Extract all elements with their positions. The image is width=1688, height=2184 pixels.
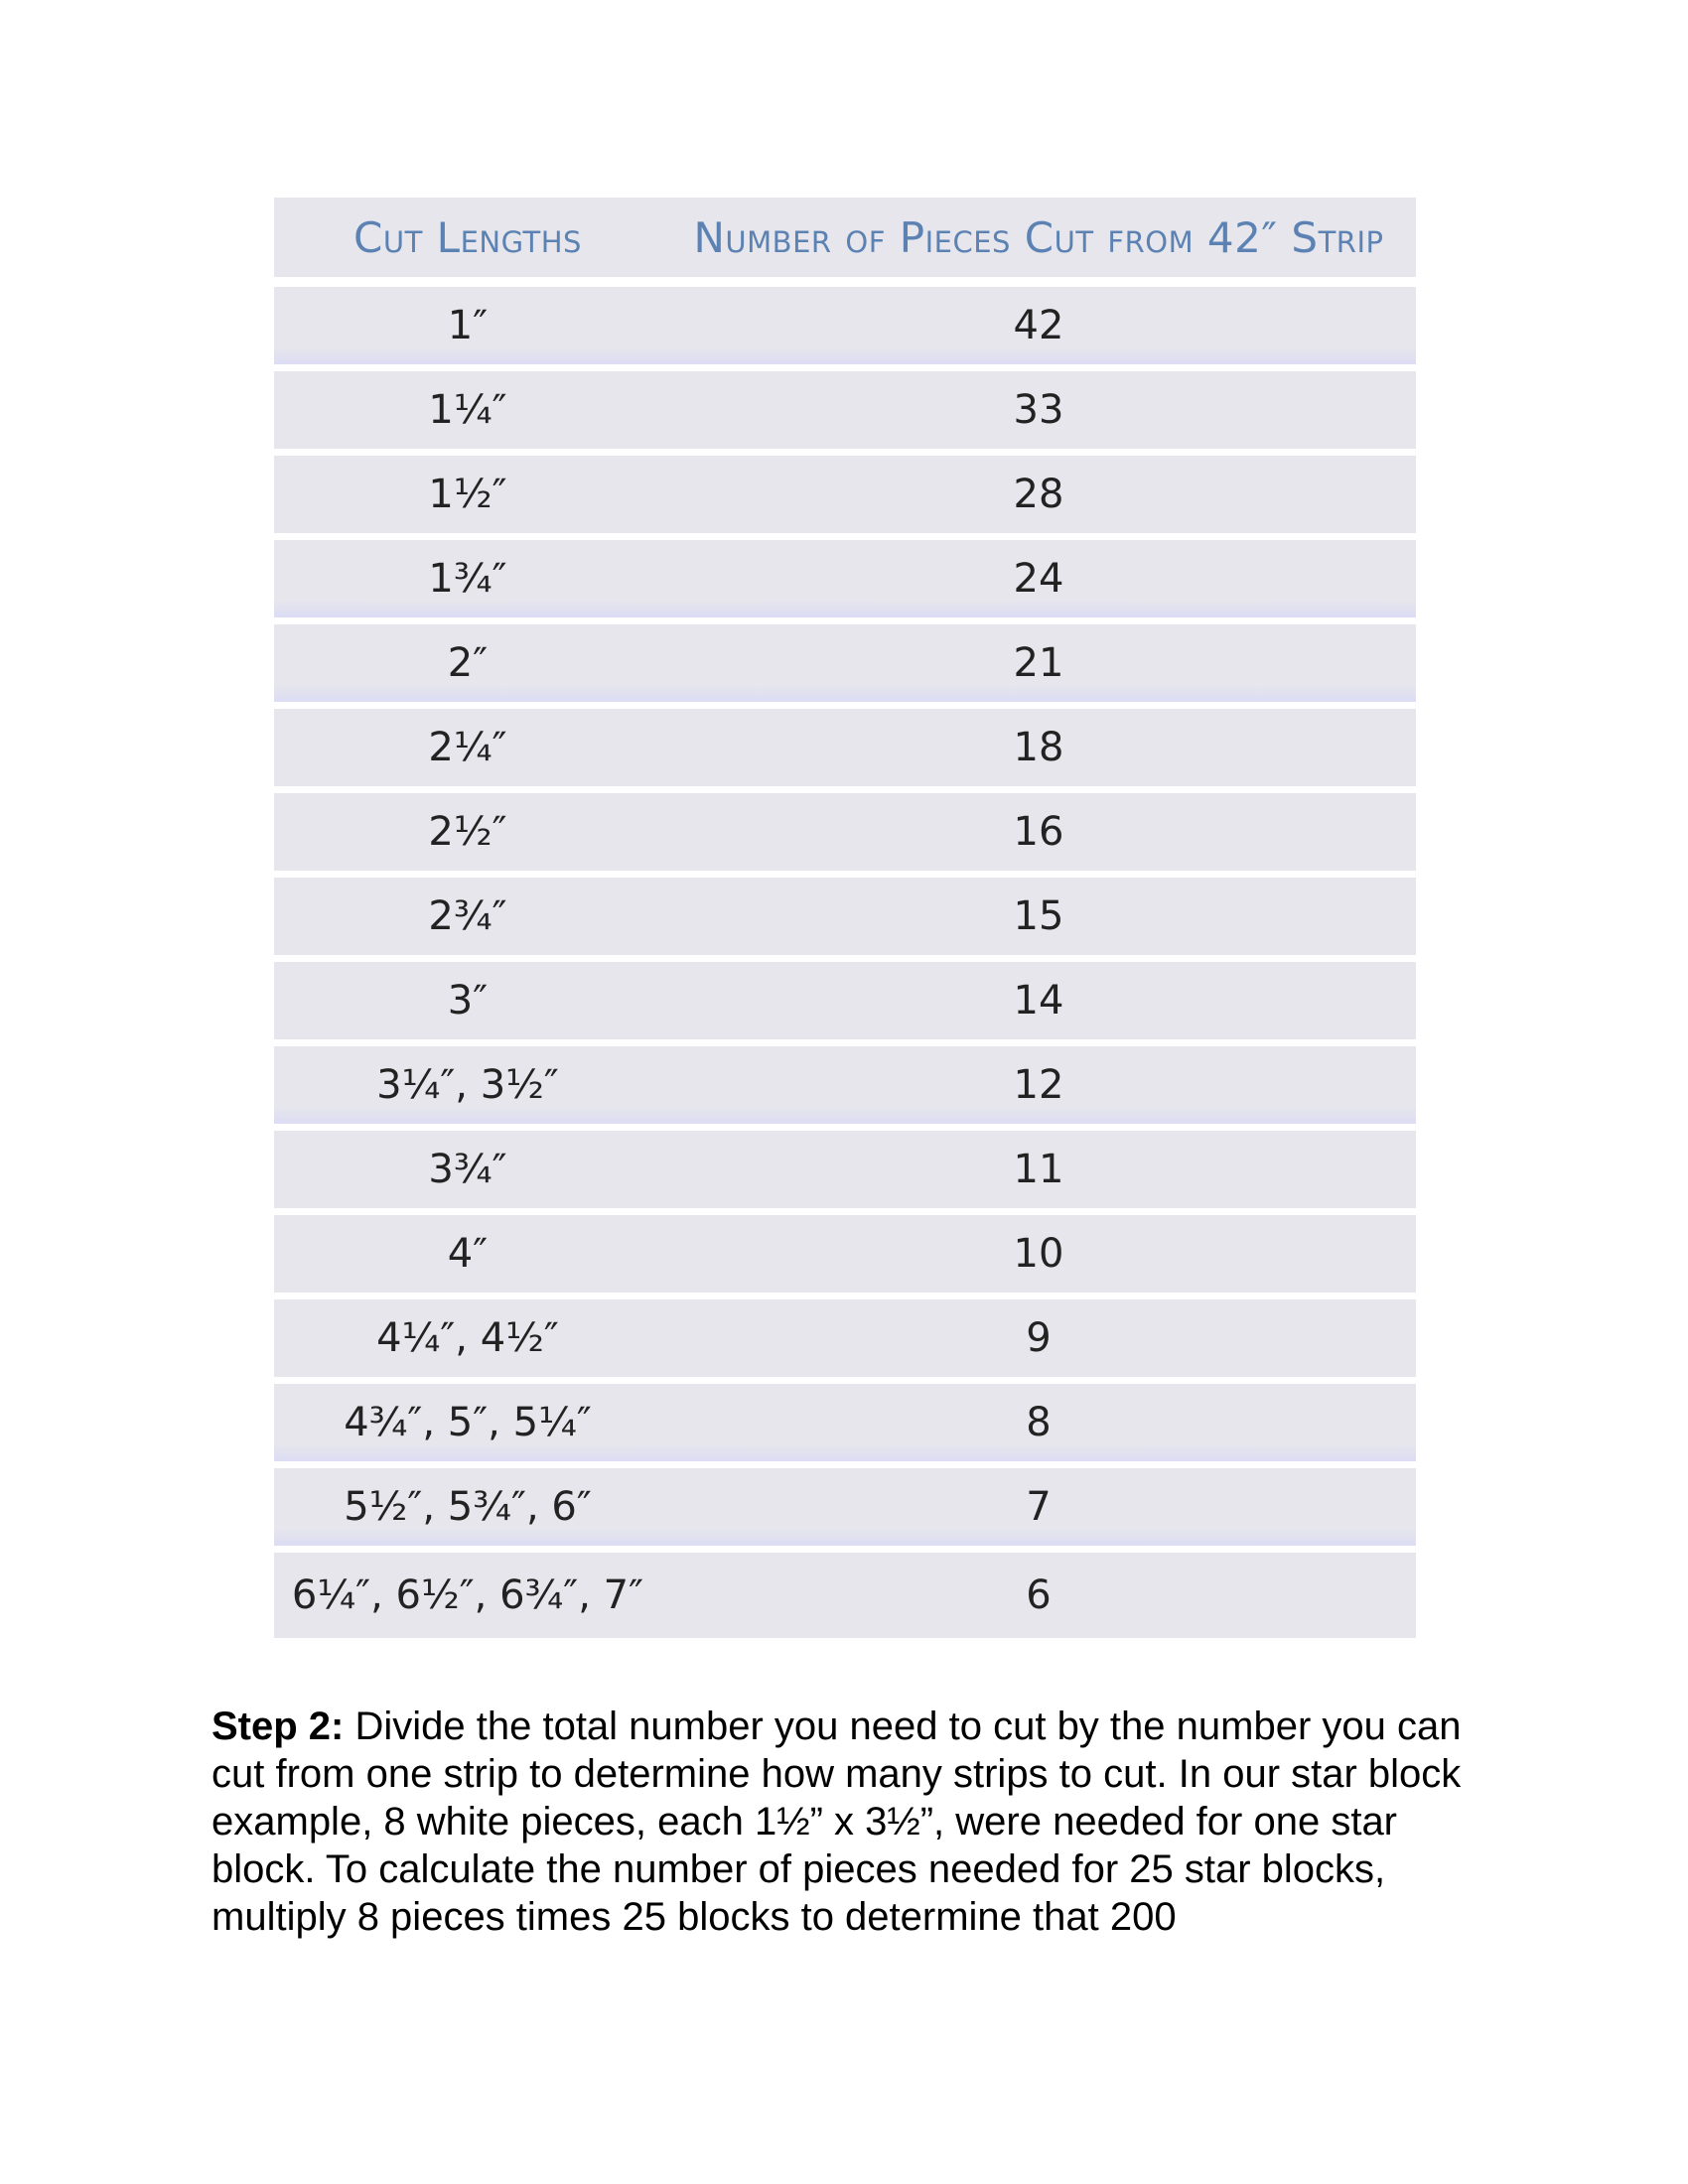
piece-count-cell: 24: [661, 537, 1416, 621]
cut-length-cell: 4″: [274, 1212, 661, 1297]
cut-length-cell: 2¼″: [274, 706, 661, 790]
cut-length-cell: 3¼″, 3½″: [274, 1043, 661, 1128]
table-row: [274, 537, 1416, 621]
piece-count-cell: 8: [661, 1381, 1416, 1465]
table-row: [274, 1550, 1416, 1642]
cut-length-cell: 3¾″: [274, 1128, 661, 1212]
table-header-row: [274, 198, 1416, 284]
table-row: [274, 1381, 1416, 1465]
step-2-paragraph: [211, 1703, 1492, 1941]
step-text: Divide the total number you need to cut by the number you can cut from one strip to determine how many strips to cut. In our star block example, 8 white pieces, each 1½” x 3½”, were needed for one star block. To calculate the number of pieces needed for 25 star blocks, multiply 8 pieces times 25 blocks to determine that 200: [211, 1705, 1462, 1939]
cut-length-cell: 6¼″, 6½″, 6¾″, 7″: [274, 1550, 661, 1642]
piece-count-cell: 18: [661, 706, 1416, 790]
piece-count-cell: 11: [661, 1128, 1416, 1212]
piece-count-cell: 42: [661, 284, 1416, 368]
table-row: [274, 790, 1416, 875]
step-label: Step 2:: [211, 1705, 345, 1748]
cut-length-cell: 4¾″, 5″, 5¼″: [274, 1381, 661, 1465]
column-header-number-of-pieces: Number of Pieces Cut from 42″ Strip: [661, 198, 1416, 284]
cut-length-cell: 1″: [274, 284, 661, 368]
table-row: [274, 368, 1416, 453]
table-row: [274, 959, 1416, 1043]
cut-length-cell: 5½″, 5¾″, 6″: [274, 1465, 661, 1550]
column-header-cut-lengths: Cut Lengths: [274, 198, 661, 284]
piece-count-cell: 21: [661, 621, 1416, 706]
piece-count-cell: 10: [661, 1212, 1416, 1297]
table-row: [274, 875, 1416, 959]
piece-count-cell: 7: [661, 1465, 1416, 1550]
piece-count-cell: 15: [661, 875, 1416, 959]
table-row: [274, 453, 1416, 537]
piece-count-cell: 12: [661, 1043, 1416, 1128]
table-row: [274, 1043, 1416, 1128]
piece-count-cell: 28: [661, 453, 1416, 537]
table-row: [274, 1297, 1416, 1381]
cut-length-cell: 2″: [274, 621, 661, 706]
table-row: [274, 1465, 1416, 1550]
piece-count-cell: 9: [661, 1297, 1416, 1381]
table-row: [274, 706, 1416, 790]
cut-length-table: [274, 198, 1416, 1642]
piece-count-cell: 14: [661, 959, 1416, 1043]
table-row: [274, 284, 1416, 368]
piece-count-cell: 16: [661, 790, 1416, 875]
cut-length-cell: 3″: [274, 959, 661, 1043]
table-row: [274, 621, 1416, 706]
table-row: [274, 1212, 1416, 1297]
cut-length-cell: 1½″: [274, 453, 661, 537]
piece-count-cell: 6: [661, 1550, 1416, 1642]
piece-count-cell: 33: [661, 368, 1416, 453]
cut-length-cell: 1¼″: [274, 368, 661, 453]
table-row: [274, 1128, 1416, 1212]
cut-length-cell: 1¾″: [274, 537, 661, 621]
cut-length-cell: 4¼″, 4½″: [274, 1297, 661, 1381]
cut-length-cell: 2½″: [274, 790, 661, 875]
cut-length-cell: 2¾″: [274, 875, 661, 959]
